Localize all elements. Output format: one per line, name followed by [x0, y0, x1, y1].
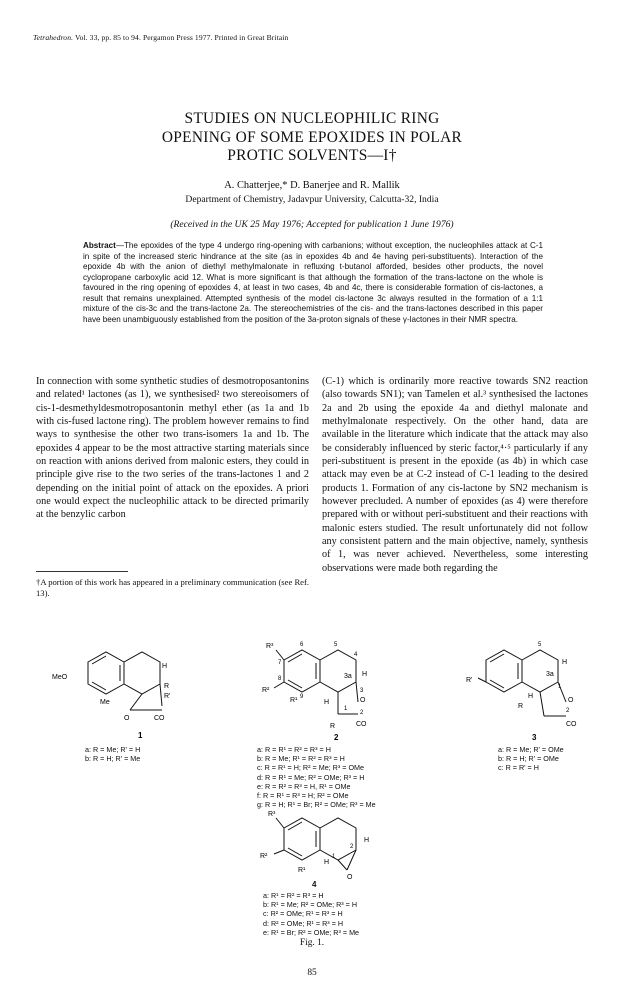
label-h: H: [162, 663, 168, 670]
label-o: O: [568, 697, 574, 704]
variant-3a: a: R = Me; R' = OMe: [498, 745, 564, 754]
label-r3: R³: [266, 643, 274, 650]
journal-citation: Vol. 33, pp. 85 to 94. Pergamon Press 1977. Printed in Great Britain: [74, 33, 289, 42]
body-column-right: (C-1) which is ordinarily more reactive towards SN2 reaction (also towards SN1); van Tamelen et al.³ synthesised the lactones 2a and 2b using the epoxide 4a and diethyl malonate and methylmalonate respectively. On the other hand, data are available in the literature which indicate that the attack may also be considerably influenced by steric factor,⁴·⁵ particularly if any peri-substituent is present in the epoxide (as 4b) in which case attack may even be at C-2 instead of C-1 leading to the desired products 1. Formation of any cis-lactone by SN2 mechanism is however precluded. A number of epoxides (as 4) were therefore prepared with or without peri-substituent and their reactions with malonic esters studied. The result unfortunately did not follow any consistent pattern and the main objective, namely, synthesis of 1, was never achieved. Nevertheless, some interesting observations were made both regarding the: [322, 376, 588, 574]
label-r2: R²: [262, 687, 270, 694]
position-1: 1: [558, 684, 562, 690]
position-2: 2: [566, 708, 570, 714]
label-r: R: [164, 683, 170, 690]
position-5: 5: [334, 642, 338, 648]
variant-4a: a: R¹ = R² = R³ = H: [263, 891, 324, 900]
compound-number-2: 2: [334, 733, 339, 741]
position-9: 9: [300, 694, 304, 700]
label-co: CO: [356, 721, 367, 728]
authors: A. Chatterjee,* D. Banerjee and R. Mallik: [224, 180, 400, 191]
position-6: 6: [300, 642, 304, 648]
position-1: 1: [332, 854, 336, 860]
compound-3-variants: [498, 745, 564, 773]
variant-2c: c: R = R¹ = H; R² = Me; R³ = OMe: [257, 763, 365, 773]
position-8: 8: [278, 676, 282, 682]
label-3a: 3a: [546, 671, 554, 678]
compound-1-variants: [85, 745, 140, 763]
journal-header: [33, 33, 288, 42]
variant-2g: g: R = H; R¹ = Br; R² = OMe; R³ = Me: [257, 800, 376, 810]
variant-2f: f: R = R¹ = R³ = H; R² = OMe: [257, 791, 349, 801]
structure-compound-4: [250, 808, 380, 880]
title-line: PROTIC SOLVENTS—I†: [227, 147, 397, 165]
abstract: [83, 241, 543, 325]
compound-2-variants: [257, 745, 376, 809]
label-me: Me: [100, 699, 110, 706]
page-number: 85: [307, 968, 317, 978]
label-meo: MeO: [52, 674, 68, 681]
title-line: STUDIES ON NUCLEOPHILIC RING: [184, 110, 440, 127]
label-h: H: [324, 859, 330, 866]
position-1: 1: [344, 706, 348, 712]
label-co: CO: [154, 715, 165, 722]
variant-3b: b: R = H; R' = OMe: [498, 754, 559, 764]
variant-3c: c: R = R' = H: [498, 763, 539, 773]
footnote: †A portion of this work has appeared in a preliminary communication (see Ref. 13).: [36, 577, 309, 598]
variant-1a: a: R = Me; R' = H: [85, 745, 141, 754]
label-r: R: [518, 703, 524, 710]
label-r-prime: R': [164, 693, 171, 700]
variant-4c: c: R² = OMe; R¹ = R³ = H: [263, 909, 343, 919]
abstract-text: —The epoxides of the type 4 undergo ring-opening with carbanions; without exception, the nucleophiles attack at C-1 in spite of the increased steric hindrance at the site (as in epoxides 4b and 4e having peri-substituents). Interaction of the epoxide 4b with the anion of diethyl methylmalonate in refluxing t-butanol afforded, besides other products, the novel cyclopropane carboxylic acid 12. What is more significant is that although the formation of the trans-lactone on the whole is favoured in the ring opening of epoxides 4, at least in two cases, 4b and 4c, there is considerable formation of cis-lactones, a result that remains unexplained. Attempted synthesis of the model cis-lactone 3c always resulted in the formation of a 1:1 mixture of the cis-3c and the trans-lactone 2a. The stereochemistries of the cis- and the trans-lactones described in this paper have been unambiguously established from the position of the 3a-proton signals of these γ-lactones in their NMR spectra.: [83, 241, 543, 324]
structure-compound-3: [462, 636, 592, 741]
label-o: O: [124, 715, 130, 722]
label-h: H: [562, 659, 568, 666]
variant-4d: d: R² = OMe; R¹ = R³ = H: [263, 918, 344, 928]
footnote-divider: [36, 571, 128, 572]
variant-4e: e: R¹ = Br; R² = OMe; R³ = Me: [263, 927, 360, 937]
position-2: 2: [360, 710, 364, 716]
position-3: 3: [360, 688, 364, 694]
compound-number-3: 3: [532, 733, 537, 741]
figure-caption: Fig. 1.: [299, 938, 325, 948]
affiliation: Department of Chemistry, Jadavpur University, Calcutta-32, India: [185, 194, 439, 205]
position-5: 5: [538, 642, 542, 648]
compound-number-4: 4: [312, 880, 317, 889]
label-o: O: [360, 697, 366, 704]
label-r2: R²: [260, 853, 268, 860]
position-7: 7: [278, 660, 282, 666]
structure-compound-1: [50, 640, 200, 740]
article-title: [0, 110, 624, 166]
variant-2e: e: R = R² = R³ = H, R¹ = OMe: [257, 781, 351, 791]
label-h: H: [362, 671, 368, 678]
label-r1: R¹: [298, 867, 306, 874]
variant-2b: b: R = Me; R¹ = R² = R³ = H: [257, 754, 345, 764]
label-h: H: [364, 837, 370, 844]
variant-2a: a: R = R¹ = R² = R³ = H: [257, 745, 331, 754]
compound-number-1: 1: [138, 731, 143, 740]
position-2: 2: [350, 844, 354, 850]
abstract-heading: Abstract: [83, 241, 116, 250]
title-line: OPENING OF SOME EPOXIDES IN POLAR: [161, 128, 463, 146]
label-h: H: [324, 699, 330, 706]
label-3a: 3a: [344, 673, 352, 680]
received-date: (Received in the UK 25 May 1976; Accepted for publication 1 June 1976): [170, 219, 454, 230]
label-r: R: [330, 723, 336, 730]
compound-4-variants: [263, 891, 359, 937]
variant-1b: b: R = H; R' = Me: [85, 754, 141, 764]
label-o: O: [347, 874, 353, 880]
variant-4b: b: R¹ = Me; R² = OMe; R³ = H: [263, 900, 358, 910]
label-h: H: [528, 693, 534, 700]
variant-2d: d: R = R¹ = Me; R² = OMe; R³ = H: [257, 772, 365, 782]
body-column-left: In connection with some synthetic studies of desmotroposantonins and related¹ lactones (as 1), we synthesised² two stereoisomers of cis-1-desmethyldesmotroposantonin methyl ether (as 1a and 1b with cis-fused lactone ring). The problem however remains to find ways to synthesise the other two trans-isomers 1a and 1b. The epoxides 4 appear to be the most attractive starting materials since on reaction with anions derived from malonic esters, they could in principle give rise to the two series of the trans-lactones 1 and 2 depending on the initial point of attack on the epoxides. A priori one would expect the nucleophilic attack to be directed primarily at the benzylic carbon: [36, 376, 309, 521]
label-r3: R³: [268, 811, 276, 818]
position-4: 4: [354, 652, 358, 658]
label-r-prime: R': [466, 677, 473, 684]
structure-compound-2: [248, 636, 378, 741]
label-r1: R¹: [290, 697, 298, 704]
label-co: CO: [566, 721, 577, 728]
journal-name: Tetrahedron.: [33, 33, 74, 42]
